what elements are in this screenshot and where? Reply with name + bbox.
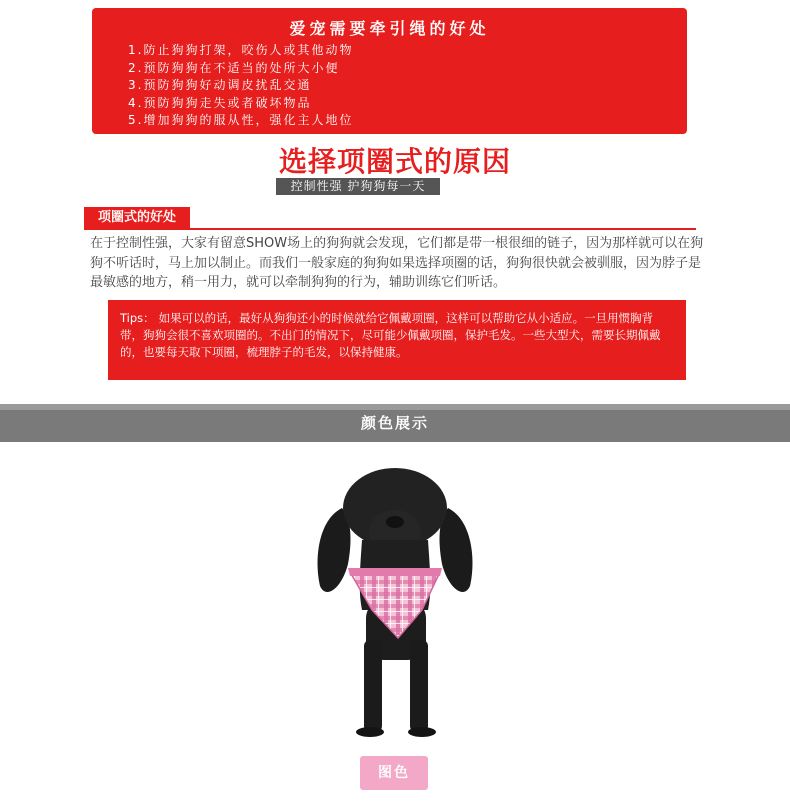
benefits-list [128,42,353,130]
benefits-box [92,8,687,134]
label-underline [84,228,696,230]
collar-benefits-label: 项圈式的好处 [84,207,190,228]
benefit-item: 4.预防狗狗走失或者破坏物品 [128,95,312,110]
benefits-title: 爱宠需要牵引绳的好处 [289,19,490,38]
benefit-item: 2.预防狗狗在不适当的处所大小便 [128,60,340,75]
collar-benefits-paragraph: 在于控制性强，大家有留意SHOW场上的狗狗就会发现，它们都是带一根很细的链子，因为那样就可以在狗狗不听话时，马上加以制止。而我们一般家庭的狗狗如果选择项圈的话，狗狗很快就会被驯服，因为脖子是最敏感的地方，稍一用力，就可以牵制狗狗的行为，辅助训练它们听话。 [90,236,704,290]
dog-mannequin-image [300,460,490,740]
tips-body: 如果可以的话，最好从狗狗还小的时候就给它佩戴项圈，这样可以帮助它从小适应。一旦用惯胸背带，狗狗会很不喜欢项圈的。不出门的情况下，尽可能少佩戴项圈，保护毛发。一些大型犬，需要长期佩戴的，也要每天取下项圈，梳理脖子的毛发，以保持健康。 [120,311,661,359]
benefit-item: 5.增加狗狗的服从性，强化主人地位 [128,113,354,127]
reason-subtitle: 控制性强 护狗狗每一天 [276,178,440,195]
benefit-item: 3.预防狗狗好动调皮扰乱交通 [128,78,312,92]
product-image [300,460,490,740]
color-swatch-label[interactable]: 图色 [360,756,428,790]
color-display-bar [0,404,790,442]
bar-stripe [0,404,790,410]
tips-head: Tips： [120,311,155,325]
benefit-item: 1.防止狗狗打架，咬伤人或其他动物 [128,43,354,57]
tips-box [108,300,686,380]
color-display-title: 颜色展示 [360,414,429,432]
reason-title: 选择项圈式的原因 [278,145,511,178]
